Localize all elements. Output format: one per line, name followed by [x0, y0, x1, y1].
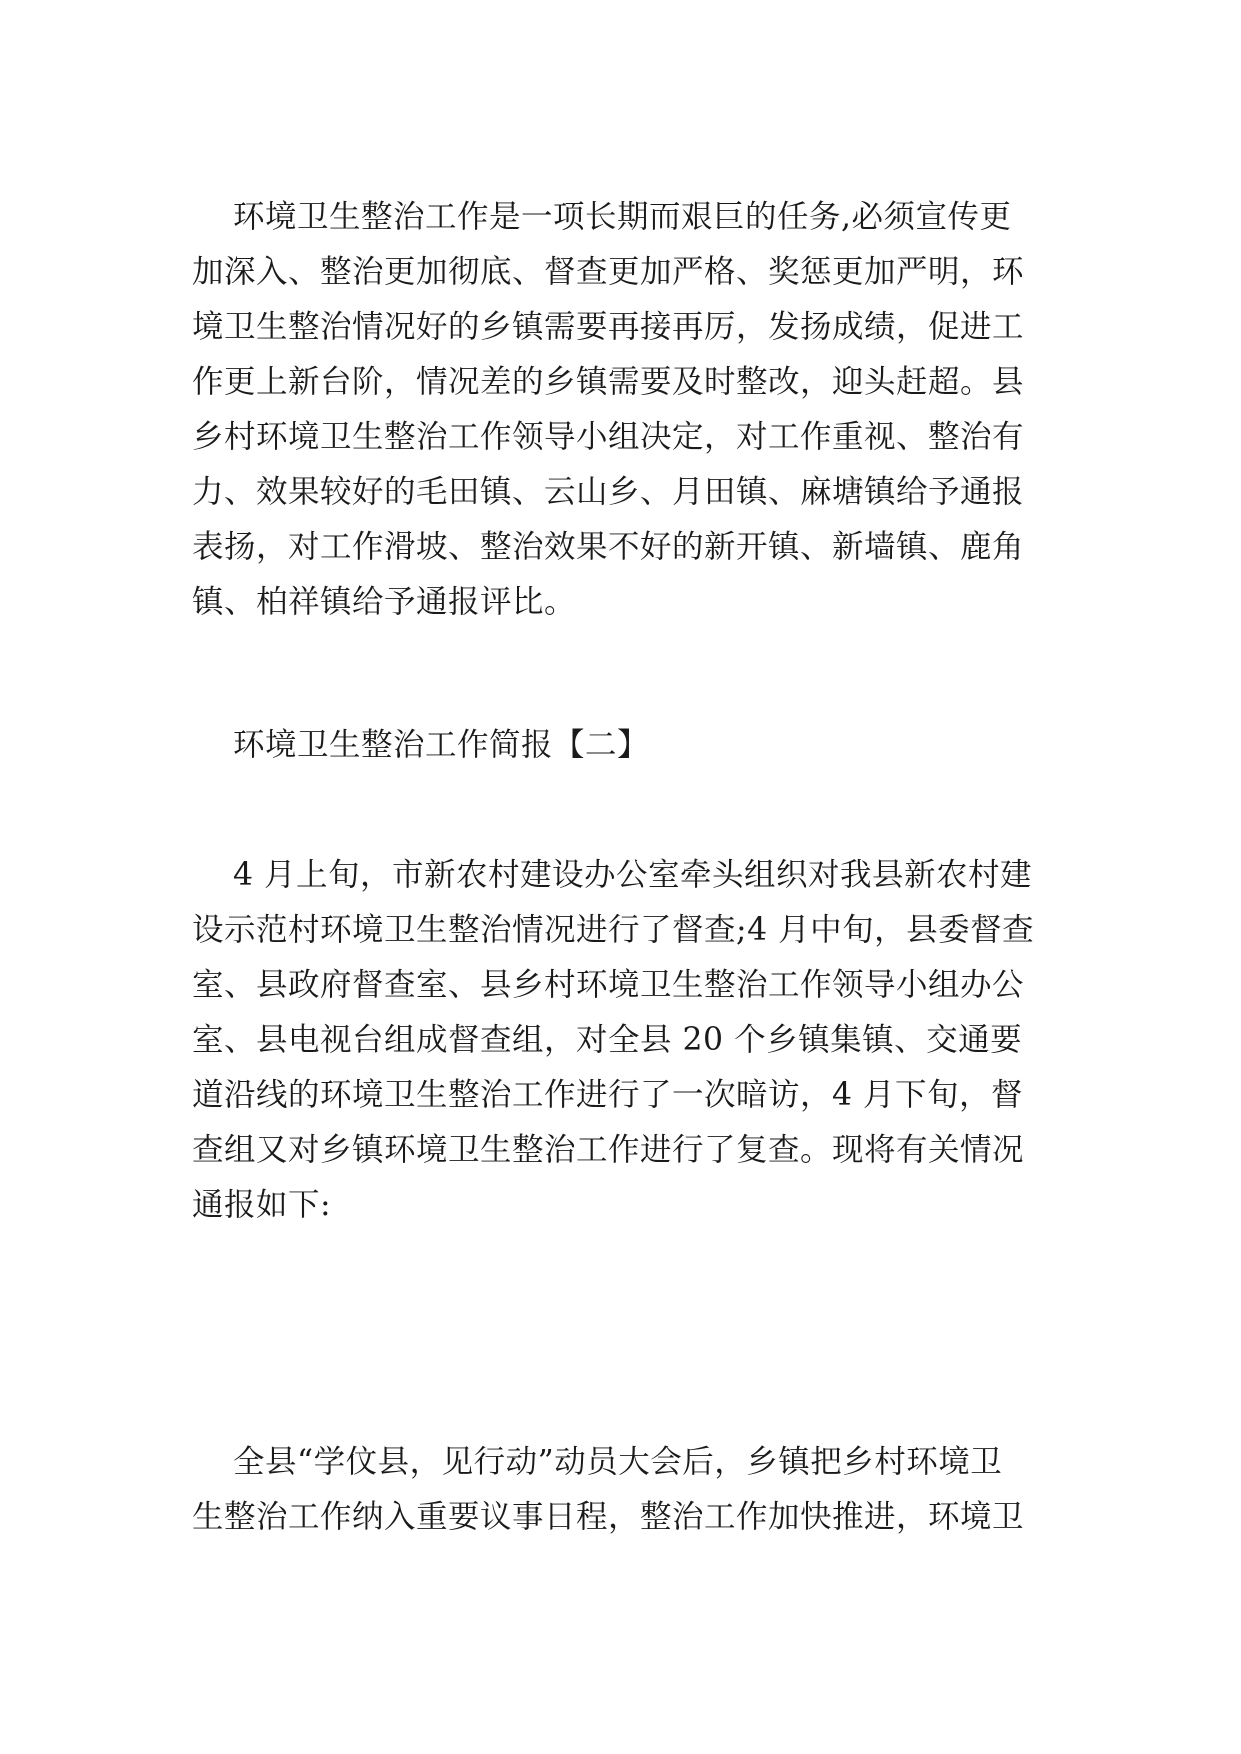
paragraph-line: 环境卫生整治工作是一项长期而艰巨的任务,必须宣传更: [233, 199, 1012, 235]
paragraph-line: 道沿线的环境卫生整治工作进行了一次暗访，4 月下旬，督: [192, 1077, 1024, 1113]
paragraph-line: 表扬，对工作滑坡、整治效果不好的新开镇、新墙镇、鹿角: [192, 529, 1025, 565]
paragraph-line: 查组又对乡镇环境卫生整治工作进行了复查。现将有关情况: [192, 1132, 1025, 1168]
paragraph-line: 力、效果较好的毛田镇、云山乡、月田镇、麻塘镇给予通报: [192, 474, 1025, 510]
paragraph-line: 加深入、整治更加彻底、督查更加严格、奖惩更加严明，环: [192, 254, 1025, 290]
paragraph-line: 室、县电视台组成督查组，对全县 20 个乡镇集镇、交通要: [192, 1022, 1023, 1058]
paragraph-line: 乡村环境卫生整治工作领导小组决定，对工作重视、整治有: [192, 419, 1025, 455]
paragraph-line: 设示范村环境卫生整治情况进行了督查;4 月中旬，县委督查: [192, 912, 1035, 948]
paragraph-line: 镇、柏祥镇给予通报评比。: [192, 584, 577, 620]
section-heading: 环境卫生整治工作简报【二】: [233, 727, 650, 763]
paragraph-line: 生整治工作纳入重要议事日程，整治工作加快推进，环境卫: [192, 1499, 1025, 1535]
paragraph-line: 境卫生整治情况好的乡镇需要再接再厉，发扬成绩，促进工: [192, 309, 1025, 345]
paragraph-line: 全县“学伩县，见行动”动员大会后，乡镇把乡村环境卫: [233, 1444, 1003, 1480]
paragraph-line: 通报如下:: [192, 1187, 332, 1223]
paragraph-line: 室、县政府督查室、县乡村环境卫生整治工作领导小组办公: [192, 967, 1025, 1003]
paragraph-line: 4 月上旬，市新农村建设办公室牵头组织对我县新农村建: [233, 857, 1033, 893]
paragraph-line: 作更上新台阶，情况差的乡镇需要及时整改，迎头赶超。县: [192, 364, 1025, 400]
